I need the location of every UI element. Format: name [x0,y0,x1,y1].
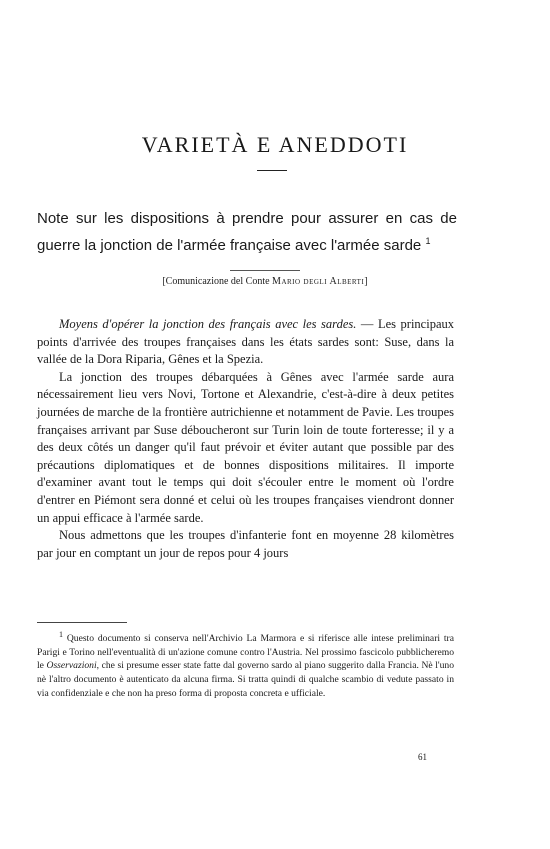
communication-author: Mario degli Alberti [272,276,365,287]
heading-line-2-text: guerre la jonction de l'armée française avec l'armée sarde [37,237,422,254]
body-text [37,316,454,562]
page-number: 61 [418,752,427,762]
document-heading [37,208,457,257]
paragraph-1 [37,316,454,369]
section-title: VARIETÀ E ANEDDOTI [141,132,409,157]
paragraph-2 [37,369,454,527]
footnote-text-after: , che si presume esser state fatte dal governo sardo al piano suggerito dalla Francia. Nè l'uno nè l'altro documento è autenticato da alcuna firma. Si tratta quindi di qualche scambio di vedute passato in via confidenziale e che non ha preso forma di proposta concreta e ufficiale. [37,660,455,699]
heading-line-1: Note sur les dispositions à prendre pour assurer en cas de [37,210,457,227]
heading-footnote-mark: 1 [425,236,431,246]
footnote-italic: Osservazioni [46,660,97,672]
heading-line-2 [37,230,457,257]
footnote-text-before: Questo documento si conserva nell'Archivio La Marmora e si riferisce alle intese preliminari tra Parigi e Torino nell'eventualità di un'azione comune contro l'Austria. Nel prossimo fascicolo pubblicheremo le [37,633,455,672]
paragraph-3 [37,527,454,562]
footnote-rule [37,622,127,623]
footnote-mark: 1 [59,630,63,639]
footnote [37,628,454,700]
communication-rule [230,270,300,271]
paragraph-3-text: Nous admettons que les troupes d'infanterie font en moyenne 28 kilomètres par jour en comptant un jour de repos pour 4 jours [37,528,454,560]
paragraph-1-lead: Moyens d'opérer la jonction des français avec les sardes. [59,317,357,331]
communication-credit [0,275,530,289]
communication-prefix: [Comunicazione del Conte [162,276,270,287]
paragraph-2-text: La jonction des troupes débarquées à Gênes avec l'armée sarde aura nécessairement lieu vers Novi, Tortone et Alexandrie, c'est-à-dire à deux petites journées de marche de la frontière autrichienne et notamment de Pavie. Les troupes françaises arrivant par Suse déboucheront sur Turin loin de toute forteresse; il y a des deux côtés un danger qu'il faut prévoir et éviter autant que possible par des précautions diplomatiques et de bonnes dispositions militaires. Il importe d'examiner avant tout le temps qui doit s'écouler entre le moment où l'ordre d'entrer en Piémont sera donné et celui où les troupes françaises viendront donner un appui efficace à l'armée sarde. [37,369,454,525]
title-rule [257,170,287,171]
paragraph-1-text: — Les principaux points d'arrivée des troupes françaises dans les états sardes sont: Suse, dans la vallée de la Dora Riparia, Gênes et la Spezia. [37,317,454,367]
communication-suffix: ] [364,276,368,287]
footnote-paragraph [37,628,454,700]
